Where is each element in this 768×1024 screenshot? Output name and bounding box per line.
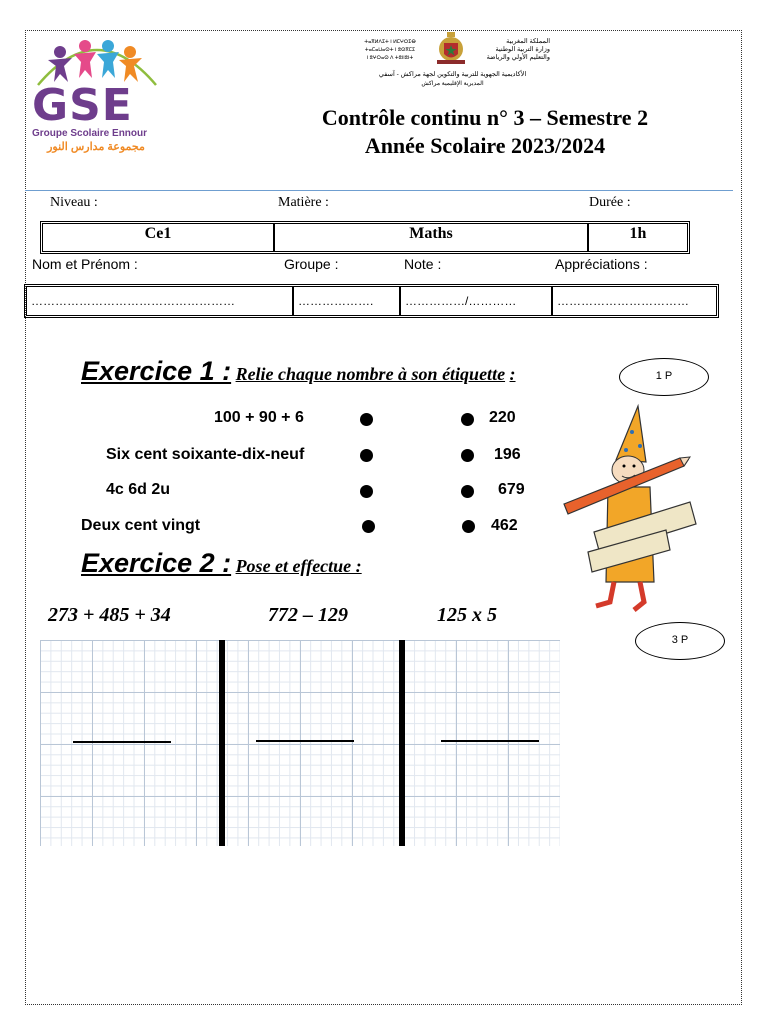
- niveau-label: Niveau :: [50, 195, 98, 210]
- graph-paper-grid[interactable]: [40, 640, 560, 846]
- right-dot[interactable]: [461, 413, 474, 426]
- ministry-ar-line5: المديرية الإقليمية مراكش: [421, 81, 484, 87]
- operation-2: 772 – 129: [268, 604, 348, 626]
- ministry-header: [355, 30, 550, 92]
- right-item: 220: [489, 409, 516, 426]
- operation-1: 273 + 485 + 34: [48, 604, 171, 626]
- logo-line2: مجموعة مدارس النور: [47, 141, 145, 153]
- right-dot[interactable]: [461, 449, 474, 462]
- exercise1-heading: [81, 356, 516, 387]
- exam-title: Contrôle continu n° 3 – Semestre 2: [321, 105, 649, 130]
- result-line: [256, 740, 354, 742]
- header-divider: [25, 190, 733, 191]
- left-dot[interactable]: [360, 485, 373, 498]
- right-item: 462: [491, 517, 518, 534]
- left-dot[interactable]: [360, 449, 373, 462]
- left-dot[interactable]: [360, 413, 373, 426]
- matiere-label: Matière :: [278, 195, 329, 210]
- ministry-ar-line3: والتعليم الأولي والرياضة: [486, 54, 550, 61]
- right-dot[interactable]: [462, 520, 475, 533]
- duree-value: 1h: [588, 223, 688, 252]
- note-field[interactable]: ……………/…………: [400, 286, 552, 316]
- exercise2-instruction: Pose et effectue :: [235, 556, 362, 576]
- exercise2-title: Exercice 2 :: [81, 548, 232, 578]
- course-table: [40, 221, 690, 254]
- left-dot[interactable]: [362, 520, 375, 533]
- left-item: Six cent soixante-dix-neuf: [106, 446, 305, 463]
- ministry-ar-line4: الأكاديمية الجهوية للتربية والتكوين لجهة مراكش - آسفي: [378, 71, 527, 78]
- school-year: Année Scolaire 2023/2024: [364, 133, 606, 158]
- nom-field[interactable]: ……………………………………………: [26, 286, 293, 316]
- ministry-ar-line1: المملكة المغربية: [506, 38, 550, 45]
- logo-letters: GSE: [32, 80, 133, 131]
- logo-line1: Groupe Scolaire Ennour: [32, 128, 148, 139]
- note-label: Note :: [404, 256, 442, 272]
- groupe-label: Groupe :: [284, 256, 339, 272]
- right-dot[interactable]: [461, 485, 474, 498]
- result-line: [441, 740, 539, 742]
- exercise1-title: Exercice 1 :: [81, 356, 232, 386]
- ministry-tif-line1: ⵜⴰⴳⵍⴷⵉⵜ ⵏ ⵍⵎⵖⵔⵉⴱ: [364, 39, 416, 45]
- left-item: 100 + 90 + 6: [214, 409, 304, 426]
- exercise1-instruction: Relie chaque nombre à son étiquette: [235, 364, 506, 384]
- school-logo: [30, 30, 165, 155]
- matiere-value: Maths: [274, 223, 588, 252]
- moroccan-emblem-icon: [433, 30, 469, 68]
- niveau-value: Ce1: [42, 223, 274, 252]
- exercise1-colon: :: [509, 364, 516, 384]
- exercise1-points: 1 P: [619, 358, 709, 396]
- grid-separator: [399, 640, 405, 846]
- appreciations-field[interactable]: ……………………………: [552, 286, 717, 316]
- result-line: [73, 741, 171, 743]
- right-item: 679: [498, 481, 525, 498]
- duree-label: Durée :: [589, 195, 631, 210]
- right-item: 196: [494, 446, 521, 463]
- nom-label: Nom et Prénom :: [32, 256, 138, 272]
- student-table: [24, 284, 719, 318]
- left-item: Deux cent vingt: [81, 517, 201, 534]
- left-item: 4c 6d 2u: [106, 481, 171, 498]
- ministry-tif-line2: ⵜⴰⵎⴰⵡⴰⵙⵜ ⵏ ⵓⵙⴳⵎⵉ: [364, 47, 416, 53]
- exercise2-heading: [81, 548, 362, 579]
- ministry-ar-line2: وزارة التربية الوطنية: [495, 46, 550, 53]
- operation-3: 125 x 5: [437, 604, 497, 626]
- groupe-field[interactable]: ……………….: [293, 286, 400, 316]
- grid-separator: [219, 640, 225, 846]
- ministry-tif-line3: ⵏ ⵓⵖⵔⴰⵙ ⴷ ⵜⵓⵏⵏⵓⵏⵜ: [366, 55, 414, 61]
- wizard-pencil-ruler-illustration: [558, 402, 698, 614]
- exercise2-points: 3 P: [635, 622, 725, 660]
- appreciations-label: Appréciations :: [555, 256, 648, 272]
